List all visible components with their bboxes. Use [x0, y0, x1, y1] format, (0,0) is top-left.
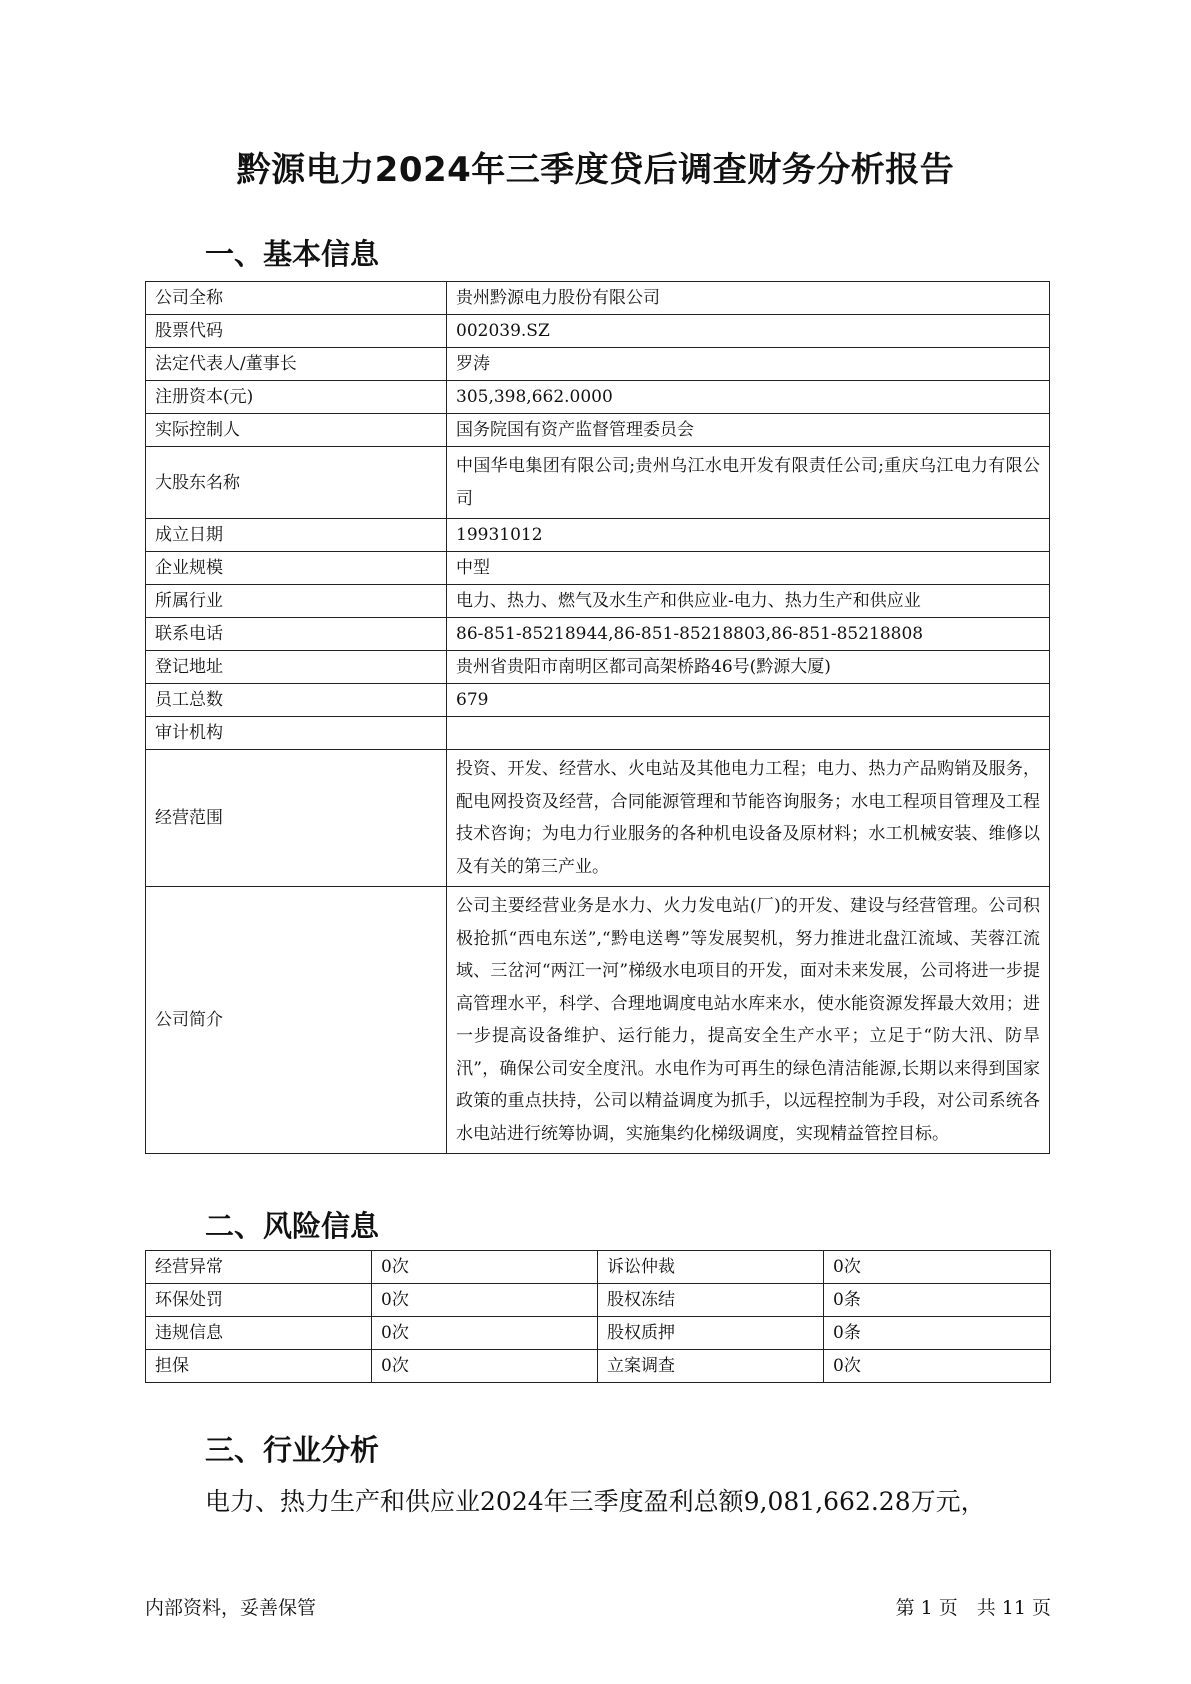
footer-page-number: 第 1 页 共 11 页 — [895, 1597, 1051, 1619]
basic-info-value: 中型 — [447, 552, 1050, 585]
basic-info-row — [146, 381, 1050, 414]
basic-info-label: 注册资本(元) — [146, 381, 447, 414]
basic-info-label: 成立日期 — [146, 519, 447, 552]
basic-info-value: 贵州省贵阳市南明区都司高架桥路46号(黔源大厦) — [447, 651, 1050, 684]
basic-info-row — [146, 684, 1050, 717]
basic-info-row — [146, 651, 1050, 684]
basic-info-row — [146, 315, 1050, 348]
basic-info-row — [146, 585, 1050, 618]
basic-info-label: 股票代码 — [146, 315, 447, 348]
risk-info-value: 0次 — [372, 1350, 598, 1383]
basic-info-table — [145, 281, 1050, 1154]
basic-info-value: 19931012 — [447, 519, 1050, 552]
basic-info-row — [146, 887, 1050, 1154]
risk-info-label: 违规信息 — [146, 1317, 372, 1350]
basic-info-value: 公司主要经营业务是水力、火力发电站(厂)的开发、建设与经营管理。公司积极抢抓“西电东送”,“黔电送粤”等发展契机，努力推进北盘江流域、芙蓉江流域、三岔河“两江一河”梯级水电项目的开发，面对未来发展，公司将进一步提高管理水平，科学、合理地调度电站水库来水，使水能资源发挥最大效用；进一步提高设备维护、运行能力，提高安全生产水平；立足于“防大汛、防旱汛”，确保公司安全度汛。水电作为可再生的绿色清洁能源,长期以来得到国家政策的重点扶持，公司以精益调度为抓手，以远程控制为手段，对公司系统各水电站进行统筹协调，实施集约化梯级调度，实现精益管控目标。 — [447, 887, 1050, 1154]
risk-info-value: 0次 — [824, 1350, 1051, 1383]
basic-info-label: 联系电话 — [146, 618, 447, 651]
basic-info-label: 企业规模 — [146, 552, 447, 585]
basic-info-value: 305,398,662.0000 — [447, 381, 1050, 414]
basic-info-label: 经营范围 — [146, 750, 447, 887]
risk-info-table — [145, 1250, 1051, 1383]
risk-info-value: 0条 — [824, 1317, 1051, 1350]
risk-info-value: 0条 — [824, 1284, 1051, 1317]
basic-info-row — [146, 282, 1050, 315]
basic-info-value: 中国华电集团有限公司;贵州乌江水电开发有限责任公司;重庆乌江电力有限公司 — [447, 447, 1050, 519]
report-title: 黔源电力2024年三季度贷后调查财务分析报告 — [236, 150, 955, 190]
basic-info-label: 审计机构 — [146, 717, 447, 750]
footer-confidential-note: 内部资料，妥善保管 — [145, 1597, 317, 1619]
basic-info-label: 法定代表人/董事长 — [146, 348, 447, 381]
risk-info-value: 0次 — [372, 1251, 598, 1284]
basic-info-row — [146, 717, 1050, 750]
basic-info-value: 002039.SZ — [447, 315, 1050, 348]
risk-info-label: 诉讼仲裁 — [598, 1251, 824, 1284]
basic-info-value: 投资、开发、经营水、火电站及其他电力工程；电力、热力产品购销及服务，配电网投资及经营，合同能源管理和节能咨询服务；水电工程项目管理及工程技术咨询；为电力行业服务的各种机电设备及原材料；水工机械安装、维修以及有关的第三产业。 — [447, 750, 1050, 887]
risk-info-label: 环保处罚 — [146, 1284, 372, 1317]
basic-info-value: 贵州黔源电力股份有限公司 — [447, 282, 1050, 315]
basic-info-row — [146, 618, 1050, 651]
risk-info-value: 0次 — [824, 1251, 1051, 1284]
basic-info-row — [146, 414, 1050, 447]
basic-info-label: 公司简介 — [146, 887, 447, 1154]
risk-info-row — [146, 1350, 1051, 1383]
risk-info-row — [146, 1284, 1051, 1317]
risk-info-value: 0次 — [372, 1317, 598, 1350]
section-heading-industry-analysis: 三、行业分析 — [205, 1433, 380, 1467]
section-heading-risk-info: 二、风险信息 — [205, 1209, 380, 1243]
risk-info-value: 0次 — [372, 1284, 598, 1317]
basic-info-value: 国务院国有资产监督管理委员会 — [447, 414, 1050, 447]
risk-info-label: 经营异常 — [146, 1251, 372, 1284]
basic-info-row — [146, 552, 1050, 585]
basic-info-value: 679 — [447, 684, 1050, 717]
basic-info-label: 登记地址 — [146, 651, 447, 684]
industry-analysis-paragraph: 电力、热力生产和供应业2024年三季度盈利总额9,081,662.28万元， — [205, 1487, 986, 1516]
risk-info-row — [146, 1251, 1051, 1284]
basic-info-row — [146, 348, 1050, 381]
section-heading-basic-info: 一、基本信息 — [205, 237, 380, 271]
basic-info-label: 大股东名称 — [146, 447, 447, 519]
risk-info-label: 立案调查 — [598, 1350, 824, 1383]
basic-info-value: 86-851-85218944,86-851-85218803,86-851-85218808 — [447, 618, 1050, 651]
risk-info-row — [146, 1317, 1051, 1350]
basic-info-row — [146, 447, 1050, 519]
risk-info-label: 股权冻结 — [598, 1284, 824, 1317]
basic-info-value: 电力、热力、燃气及水生产和供应业-电力、热力生产和供应业 — [447, 585, 1050, 618]
basic-info-row — [146, 519, 1050, 552]
basic-info-value — [447, 717, 1050, 750]
basic-info-label: 员工总数 — [146, 684, 447, 717]
risk-info-label: 担保 — [146, 1350, 372, 1383]
basic-info-label: 所属行业 — [146, 585, 447, 618]
basic-info-label: 公司全称 — [146, 282, 447, 315]
basic-info-row — [146, 750, 1050, 887]
basic-info-value: 罗涛 — [447, 348, 1050, 381]
risk-info-label: 股权质押 — [598, 1317, 824, 1350]
basic-info-label: 实际控制人 — [146, 414, 447, 447]
